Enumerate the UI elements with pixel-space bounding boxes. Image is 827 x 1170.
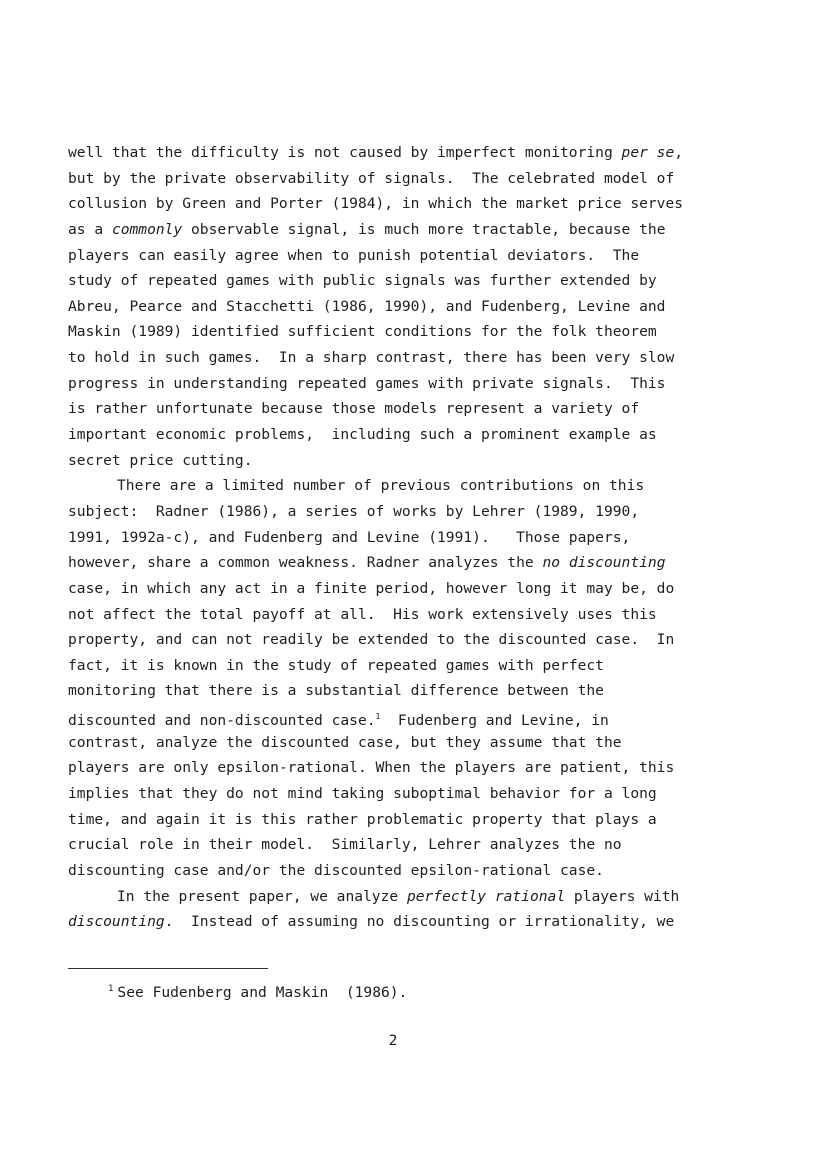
text-line [68,781,718,807]
text-line [68,166,718,192]
footnote-reference: 1 [375,712,381,722]
text-line [68,525,718,551]
text-line [68,602,718,628]
paragraph [68,473,718,883]
text-run: monitoring that there is a substantial difference between the [68,682,604,700]
text-run: observable signal, is much more tractable, because the [182,220,666,238]
text-run: subject: Radner (1986), a series of works by Lehrer (1989, 1990, [68,502,640,520]
text-line [68,832,718,858]
text-line [68,345,718,371]
text-run: discounting case and/or the discounted epsilon-rational case. [68,861,604,879]
italic-text-run: discounting [68,913,165,931]
text-line [68,909,718,935]
text-line [68,807,718,833]
text-run: secret price cutting. [68,451,253,469]
text-line [68,858,718,884]
italic-text-run: per se [621,144,675,161]
text-run: study of repeated games with public signals was further extended by [68,272,657,290]
italic-text-run: perfectly rational [406,887,566,905]
text-run: Abreu, Pearce and Stacchetti (1986, 1990), and Fudenberg, Levine and [68,297,666,315]
text-run: implies that they do not mind taking suboptimal behavior for a long [68,785,657,803]
text-run: In the present paper, we analyze [117,887,407,905]
text-line [68,884,718,910]
text-line [68,448,718,474]
italic-text-run: commonly [111,220,183,238]
paragraph [68,884,718,935]
page-number: 2 [388,1032,398,1049]
text-line [68,678,718,704]
text-run: , [674,144,684,161]
text-run: well that the difficulty is not caused by imperfect monitoring [68,144,622,161]
text-run: but by the private observability of signals. The celebrated model of [68,169,675,187]
text-run: players can easily agree when to punish potential deviators. The [68,246,640,264]
text-line [68,755,718,781]
text-run: property, and can not readily be extended to the discounted case. In [68,631,675,649]
text-run: contrast, analyze the discounted case, but they assume that the [68,733,622,751]
text-run: not affect the total payoff at all. His work extensively uses this [68,605,657,623]
text-line [68,294,718,320]
text-line [68,319,718,345]
footnote [108,984,407,1001]
text-run: players are only epsilon-rational. When the players are patient, this [68,759,675,777]
text-line [68,550,718,576]
text-line [68,396,718,422]
body-text [68,140,718,935]
text-run: Fudenberg and Levine, in [380,712,609,730]
text-run: case, in which any act in a finite period, however long it may be, do [68,579,675,597]
text-line [68,627,718,653]
text-run: to hold in such games. In a sharp contrast, there has been very slow [68,349,675,367]
text-line [68,499,718,525]
footnote-rule [68,968,268,969]
text-line [68,704,718,730]
text-run: collusion by Green and Porter (1984), in which the market price serves [68,195,684,213]
text-line [68,473,718,499]
text-run: is rather unfortunate because those models represent a variety of [68,400,640,418]
text-run: important economic problems, including such a prominent example as [68,426,657,444]
text-line [68,268,718,294]
text-line [68,217,718,243]
text-run: 1991, 1992a-c), and Fudenberg and Levine (1991). Those papers, [68,528,631,546]
text-run: There are a limited number of previous contributions on this [117,477,645,495]
text-line [68,730,718,756]
text-line [68,191,718,217]
text-line [68,371,718,397]
text-line [68,576,718,602]
text-line [68,422,718,448]
text-run: players with [565,887,680,905]
text-line [68,243,718,269]
text-line [68,140,718,166]
text-run: Maskin (1989) identified sufficient conditions for the folk theorem [68,323,657,341]
text-run: discounted and non-discounted case. [68,712,376,730]
text-run: fact, it is known in the study of repeated games with perfect [68,656,604,674]
footnote-marker: 1 [108,984,114,994]
text-line [68,653,718,679]
italic-text-run: no discounting [542,554,666,572]
text-run: time, and again it is this rather problematic property that plays a [68,810,657,828]
text-run: progress in understanding repeated games with private signals. This [68,374,666,392]
paragraph [68,140,718,473]
text-run: as a [68,220,112,238]
text-run: . Instead of assuming no discounting or irrationality, we [164,913,675,931]
text-run: however, share a common weakness. Radner analyzes the [68,554,543,572]
footnote-text: See Fudenberg and Maskin (1986). [117,984,408,1001]
text-run: crucial role in their model. Similarly, Lehrer analyzes the no [68,836,622,854]
